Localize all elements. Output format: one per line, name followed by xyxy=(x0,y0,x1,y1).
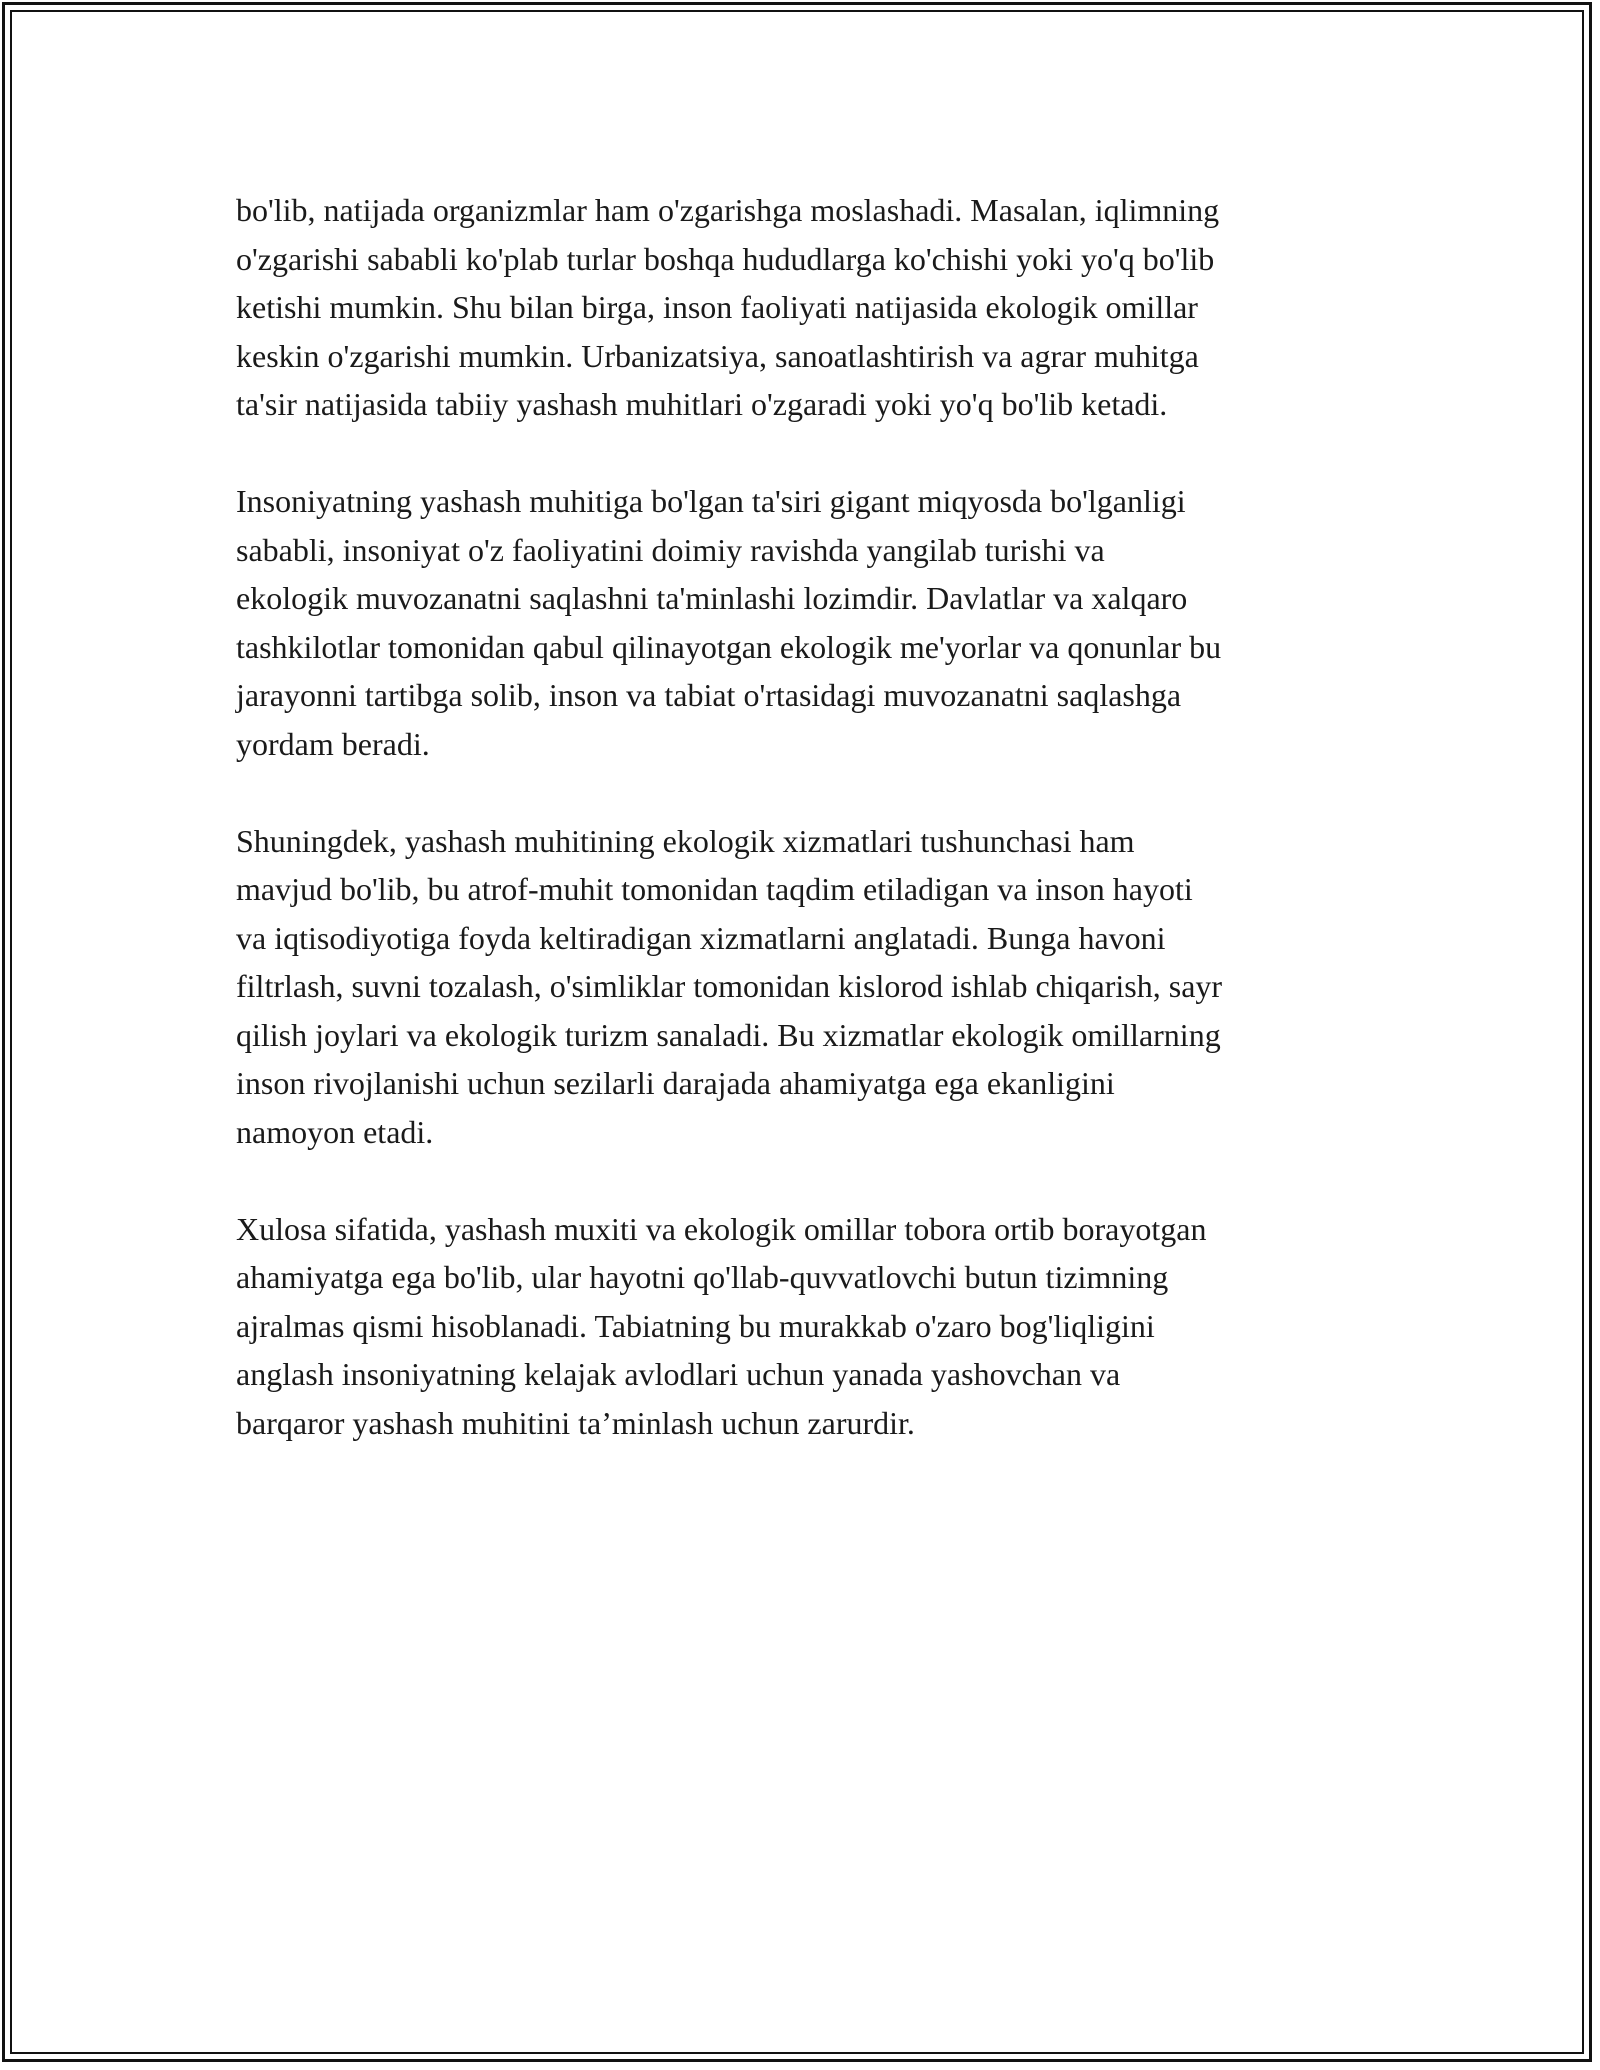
text-line: Shuningdek, yashash muhitining ekologik xizmatlari tushunchasi ham xyxy=(236,822,1135,859)
text-line: ketishi mumkin. Shu bilan birga, inson faoliyati natijasida ekologik omillar xyxy=(236,289,1198,325)
text-line: ekologik muvozanatni saqlashni ta'minlashi lozimdir. Davlatlar va xalqaro xyxy=(236,580,1188,616)
text-line: ahamiyatga ega bo'lib, ular hayotni qo'llab-quvvatlovchi butun tizimning xyxy=(236,1259,1169,1295)
text-line: yordam beradi. xyxy=(236,725,430,762)
text-line: inson rivojlanishi uchun sezilarli darajada ahamiyatga ega ekanligini xyxy=(236,1065,1115,1101)
text-line: anglash insoniyatning kelajak avlodlari uchun yanada yashovchan va xyxy=(236,1356,1121,1392)
document-body xyxy=(236,186,1376,1496)
text-line: ajralmas qismi hisoblanadi. Tabiatning bu murakkab o'zaro bog'liqligini xyxy=(236,1307,1155,1344)
text-line: filtrlash, suvni tozalash, o'simliklar tomonidan kislorod ishlab chiqarish, sayr xyxy=(236,968,1223,1004)
paragraph-2 xyxy=(236,477,1376,768)
text-line: ta'sir natijasida tabiiy yashash muhitlari o'zgaradi yoki yo'q bo'lib ketadi. xyxy=(236,386,1168,422)
text-line: va iqtisodiyotiga foyda keltiradigan xizmatlarni anglatadi. Bunga havoni xyxy=(236,919,1166,956)
paragraph-4 xyxy=(236,1205,1376,1448)
text-line: Xulosa sifatida, yashash muxiti va ekologik omillar tobora ortib borayotgan xyxy=(236,1210,1207,1247)
text-line: barqaror yashash muhitini ta’minlash uchun zarurdir. xyxy=(236,1404,915,1441)
text-line: Insoniyatning yashash muhitiga bo'lgan ta'siri gigant miqyosda bo'lganligi xyxy=(236,483,1186,519)
text-line: mavjud bo'lib, bu atrof-muhit tomonidan taqdim etiladigan va inson hayoti xyxy=(236,871,1193,907)
paragraph-1 xyxy=(236,186,1376,429)
text-line: namoyon etadi. xyxy=(236,1113,434,1150)
text-line: keskin o'zgarishi mumkin. Urbanizatsiya, sanoatlashtirish va agrar muhitga xyxy=(236,337,1199,374)
text-line: qilish joylari va ekologik turizm sanaladi. Bu xizmatlar ekologik omillarning xyxy=(236,1016,1221,1053)
text-line: tashkilotlar tomonidan qabul qilinayotgan ekologik me'yorlar va qonunlar bu xyxy=(236,628,1222,665)
paragraph-3 xyxy=(236,817,1376,1157)
text-line: sababli, insoniyat o'z faoliyatini doimiy ravishda yangilab turishi va xyxy=(236,531,1105,568)
text-line: jarayonni tartibga solib, inson va tabiat o'rtasidagi muvozanatni saqlashga xyxy=(236,677,1182,713)
text-line: o'zgarishi sababli ko'plab turlar boshqa hududlarga ko'chishi yoki yo'q bo'lib xyxy=(236,240,1215,277)
text-line: bo'lib, natijada organizmlar ham o'zgarishga moslashadi. Masalan, iqlimning xyxy=(236,192,1220,228)
